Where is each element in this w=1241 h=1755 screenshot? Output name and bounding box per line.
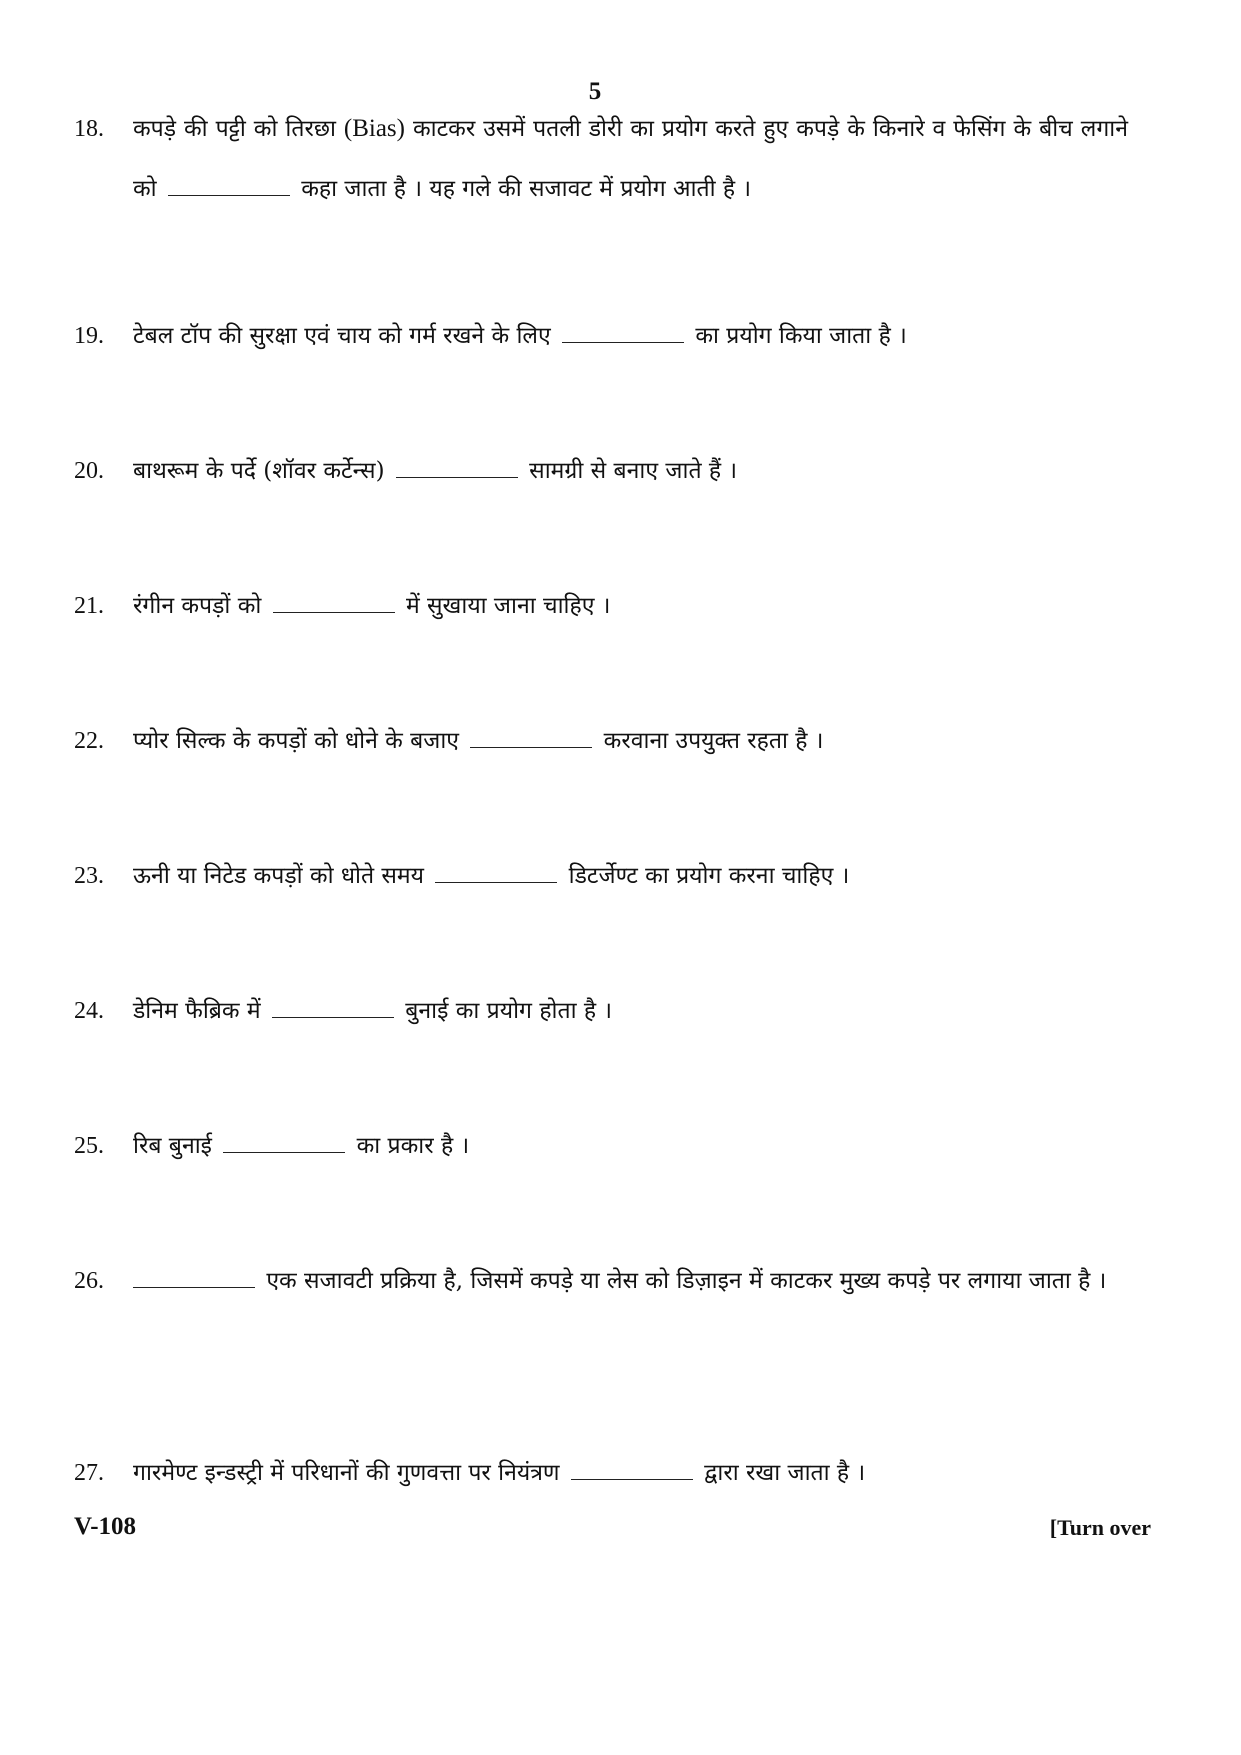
question-number: 27. [74, 1460, 104, 1486]
question-number: 24. [74, 998, 104, 1024]
question-text: टेबल टॉप की सुरक्षा एवं चाय को गर्म रखने के लिए का प्रयोग किया जाता है । [133, 323, 907, 349]
answer-blank[interactable] [273, 592, 395, 613]
question-number: 22. [74, 728, 104, 754]
question-20 [74, 441, 1074, 501]
question-number: 26. [74, 1268, 104, 1294]
question-text: रिब बुनाई का प्रकार है । [133, 1133, 470, 1159]
question-18 [74, 99, 1128, 219]
answer-blank[interactable] [396, 457, 518, 478]
answer-blank[interactable] [435, 862, 557, 883]
answer-blank[interactable] [470, 727, 592, 748]
question-number: 20. [74, 458, 104, 484]
question-text: बाथरूम के पर्दे (शॉवर कर्टेन्स) सामग्री से बनाए जाते हैं । [133, 458, 738, 484]
answer-blank[interactable] [133, 1267, 255, 1288]
answer-blank[interactable] [571, 1459, 693, 1480]
question-number: 18. [74, 116, 104, 142]
question-text: गारमेण्ट इन्डस्ट्री में परिधानों की गुणवत्ता पर नियंत्रण द्वारा रखा जाता है । [133, 1460, 866, 1486]
question-text: कपड़े की पट्टी को तिरछा (Bias) काटकर उसमें पतली डोरी का प्रयोग करते हुए कपड़े के किनारे व फेसिंग के बीच लगाने को कहा जाता है । यह गले की सजावट में प्रयोग आती है । [133, 115, 1128, 202]
question-text: रंगीन कपड़ों को में सुखाया जाना चाहिए । [133, 593, 611, 619]
question-number: 23. [74, 863, 104, 889]
question-number: 19. [74, 323, 104, 349]
question-text: ऊनी या निटेड कपड़ों को धोते समय डिटर्जेण्ट का प्रयोग करना चाहिए । [133, 863, 850, 889]
question-25 [74, 1116, 1074, 1176]
paper-code: V-108 [74, 1513, 137, 1540]
answer-blank[interactable] [168, 175, 290, 196]
question-22 [74, 711, 1074, 771]
answer-blank[interactable] [223, 1132, 345, 1153]
question-21 [74, 576, 1074, 636]
question-24 [74, 981, 1074, 1041]
answer-blank[interactable] [562, 322, 684, 343]
question-number: 25. [74, 1133, 104, 1159]
question-27 [74, 1443, 1074, 1503]
question-number: 21. [74, 593, 104, 619]
question-text: डेनिम फैब्रिक में बुनाई का प्रयोग होता है । [133, 998, 613, 1024]
question-26 [74, 1251, 1107, 1311]
question-23 [74, 846, 1074, 906]
question-text: प्योर सिल्क के कपड़ों को धोने के बजाए करवाना उपयुक्त रहता है । [133, 728, 824, 754]
answer-blank[interactable] [272, 997, 394, 1018]
page-number: 5 [588, 78, 602, 105]
question-text: एक सजावटी प्रक्रिया है, जिसमें कपड़े या लेस को डिज़ाइन में काटकर मुख्य कपड़े पर लगाया जाता है । [133, 1251, 1128, 1311]
turn-over-note: [Turn over [1049, 1515, 1151, 1540]
question-19 [74, 306, 1074, 366]
